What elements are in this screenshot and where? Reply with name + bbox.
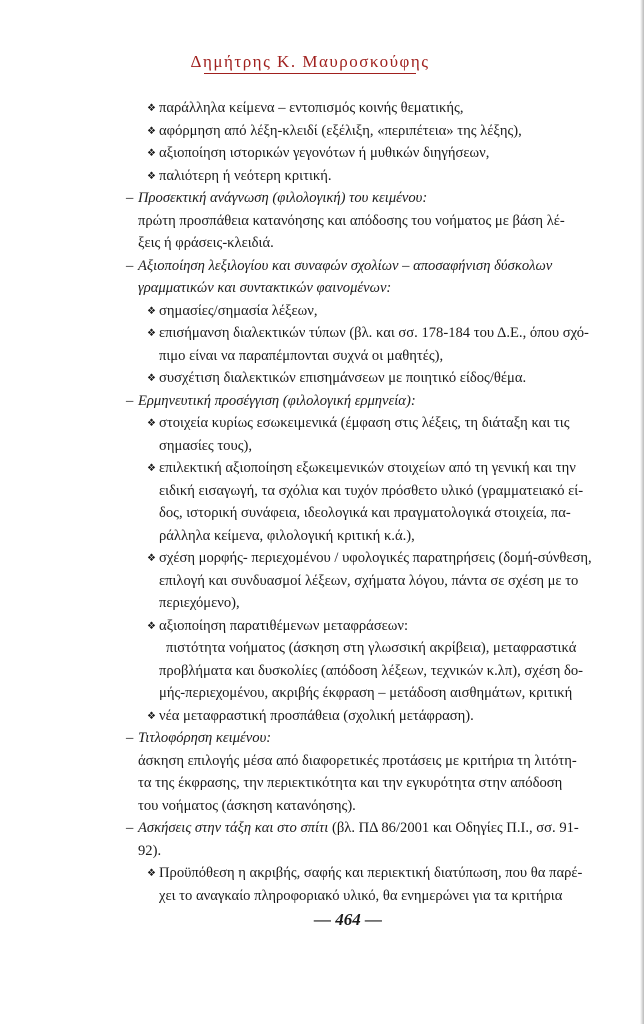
line-text: νέα μεταφραστική προσπάθεια (σχολική μετάφραση).: [159, 707, 474, 724]
bullet-icon: ❖: [147, 103, 156, 114]
bullet-icon: ❖: [147, 418, 156, 429]
bullet-line: [138, 862, 623, 885]
bullet-line: [138, 547, 623, 570]
bullet-continuation: πιστότητα νοήματος (άσκηση στη γλωσσική ακρίβεια), μεταφραστικά: [166, 640, 577, 656]
running-head: [0, 52, 620, 74]
heading-text: γραμματικών και συντακτικών φαινομένων:: [138, 280, 392, 296]
bullet-continuation: δος, ιστορική συνάφεια, ιδεολογικά και πραγματολογικά στοιχεία, πα-: [159, 505, 571, 521]
bullet-icon: ❖: [147, 328, 156, 339]
dash-mark: –: [126, 392, 134, 409]
line-text: αφόρμηση από λέξη-κλειδί (εξέλιξη, «περιπέτεια» της λέξης),: [159, 122, 522, 139]
page-edge-shadow: [640, 0, 644, 1024]
bullet-icon: ❖: [147, 710, 156, 722]
heading-text: Τιτλοφόρηση κειμένου:: [138, 730, 272, 746]
section-heading: [126, 727, 623, 750]
bullet-continuation: μής-περιεχομένου, ακριβής έκφραση – μετάδοση αισθημάτων, κριτική: [159, 685, 573, 701]
bullet-icon: ❖: [147, 553, 156, 564]
bullet-line: [138, 367, 623, 390]
section-heading: [126, 255, 623, 278]
bullet-line: [138, 457, 623, 480]
bullet-icon: ❖: [147, 148, 156, 159]
line-text: παλιότερη ή νεότερη κριτική.: [159, 167, 332, 184]
dash-mark: –: [126, 190, 134, 206]
heading-text: Αξιοποίηση λεξιλογίου και συναφών σχολίων – αποσαφήνιση δύσκολων: [138, 257, 553, 274]
bullet-line: [138, 300, 623, 323]
bullet-continuation: πιμο είναι να παραπέμπονται συχνά οι μαθητές),: [159, 347, 444, 364]
bullet-continuation: ειδική εισαγωγή, τα σχόλια και τυχόν πρόσθετο υλικό (γραμματειακό εί-: [159, 482, 584, 499]
bullet-line: [138, 142, 623, 165]
line-text: Προϋπόθεση η ακριβής, σαφής και περιεκτική διατύπωση, που θα παρέ-: [159, 865, 583, 881]
line-text: αξιοποίηση ιστορικών γεγονότων ή μυθικών διηγήσεων,: [159, 145, 490, 161]
bullet-icon: ❖: [147, 125, 156, 137]
bullet-line: [138, 165, 623, 188]
heading-text: Ασκήσεις στην τάξη και στο σπίτι: [138, 820, 329, 836]
bullet-continuation: χει το αναγκαίο πληροφοριακό υλικό, θα ενημερώνει για τα κριτήρια: [159, 887, 563, 904]
line-text: επιλεκτική αξιοποίηση εξωκειμενικών στοιχείων από τη γενική και την: [159, 460, 576, 476]
running-head-title: Δημήτρης Κ. Μαυροσκούφης: [190, 52, 430, 71]
body-line: τα της έκφρασης, την περιεκτικότητα και την εγκυρότητα στην απόδοση: [138, 775, 563, 791]
running-head-underline: [204, 73, 416, 74]
line-text: στοιχεία κυρίως εσωκειμενικά (έμφαση στις λέξεις, τη διάταξη και τις: [159, 415, 570, 431]
bullet-continuation: περιεχόμενο),: [159, 595, 240, 611]
body-line: ξεις ή φράσεις-κλειδιά.: [138, 235, 274, 251]
bullet-icon: ❖: [147, 373, 156, 384]
bullet-line: [138, 97, 623, 120]
bullet-icon: ❖: [147, 463, 156, 474]
body-line: άσκηση επιλογής μέσα από διαφορετικές προτάσεις με κριτήρια τη λιτότη-: [138, 752, 577, 769]
heading-text: Προσεκτική ανάγνωση (φιλολογική) του κειμένου:: [138, 190, 428, 206]
heading-reference: (βλ. ΠΔ 86/2001 και Οδηγίες Π.Ι., σσ. 91-: [328, 820, 579, 836]
body-text: [126, 97, 623, 907]
bullet-continuation: σημασίες τους),: [159, 437, 252, 454]
bullet-line: [138, 615, 623, 638]
bullet-line: [138, 120, 623, 143]
bullet-icon: ❖: [147, 170, 156, 182]
bullet-continuation: ράλληλα κείμενα, φιλολογική κριτική κ.ά.),: [159, 527, 415, 544]
page-number: — 464 —: [314, 910, 382, 929]
line-text: συσχέτιση διαλεκτικών επισημάνσεων με ποιητικό είδος/θέμα.: [159, 370, 527, 386]
body-line: πρώτη προσπάθεια κατανόησης και απόδοσης του νοήματος με βάση λέ-: [138, 212, 565, 229]
bullet-line: [138, 322, 623, 345]
line-text: σχέση μορφής- περιεχομένου / υφολογικές παρατηρήσεις (δομή-σύνθεση,: [159, 550, 592, 566]
line-text: επισήμανση διαλεκτικών τύπων (βλ. και σσ. 178-184 του Δ.Ε., όπου σχό-: [159, 325, 589, 341]
bullet-icon: ❖: [147, 620, 156, 632]
dash-mark: –: [126, 257, 134, 274]
heading-text: Ερμηνευτική προσέγγιση (φιλολογική ερμηνεία):: [138, 392, 416, 409]
bullet-icon: ❖: [147, 305, 156, 317]
line-text: παράλληλα κείμενα – εντοπισμός κοινής θεματικής,: [159, 100, 464, 116]
line-text: σημασίες/σημασία λέξεων,: [159, 302, 318, 319]
bullet-line: [138, 412, 623, 435]
bullet-continuation: επιλογή και συνδυασμοί λέξεων, σχήματα λόγου, πάντα σε σχέση με το: [159, 572, 579, 589]
dash-mark: –: [126, 820, 134, 836]
section-heading-cont: [138, 277, 623, 300]
section-heading: [126, 187, 623, 210]
bullet-continuation: προβλήματα και δυσκολίες (απόδοση λέξεων, τεχνικών κ.λπ), σχέση δο-: [159, 662, 584, 679]
dash-mark: –: [126, 730, 134, 746]
section-heading: [126, 817, 623, 840]
bullet-icon: ❖: [147, 868, 156, 879]
bullet-line: [138, 705, 623, 728]
body-line: του νοήματος (άσκηση κατανόησης).: [138, 797, 356, 814]
body-line: 92).: [138, 842, 162, 859]
section-heading: [126, 390, 623, 413]
line-text: αξιοποίηση παρατιθέμενων μεταφράσεων:: [159, 617, 409, 634]
